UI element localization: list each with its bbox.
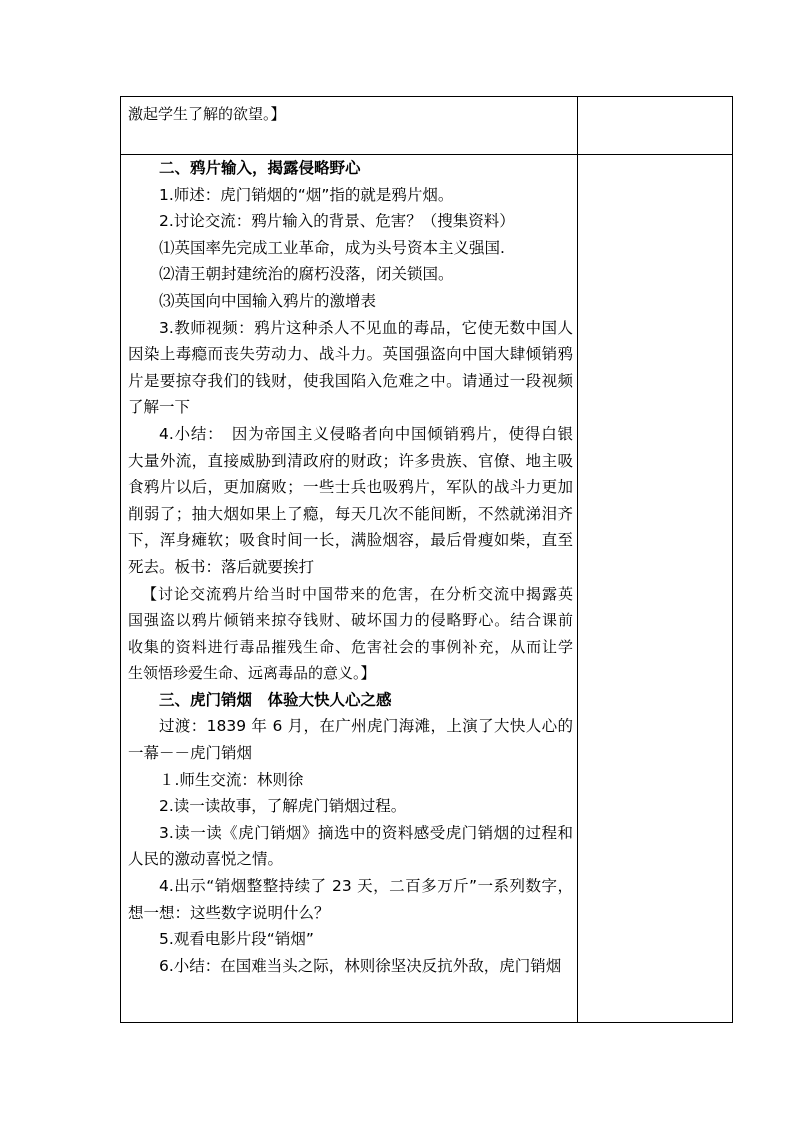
section2-item2: 2.讨论交流：鸦片输入的背景、危害？（搜集资料） [159,212,515,231]
top-content-cell [128,97,573,154]
section3-item4-line: 4.出示“销烟整整持续了 23 天，二百多万斤”一系列数字， [159,877,573,896]
section2-item3-line: 因染上毒瘾而丧失劳动力、战斗力。英国强盗向中国大肆倾销鸦 [128,345,573,364]
section2-item4-line: 4.小结： 因为帝国主义侵略者向中国倾销鸦片，使得白银 [159,424,573,443]
section2-item4-line: 死去。板书：落后就要挨打 [128,557,315,576]
top-cell-text: 激起学生了解的欲望。】 [128,105,286,123]
section3-item3-line: 人民的激动喜悦之情。 [128,850,284,869]
section2-sub1: ⑴英国率先完成工业革命，成为头号资本主义强国. [159,238,505,257]
section3-item1: １.师生交流：林则徐 [159,770,304,789]
section3-item3-line: 3.读一读《虎门销烟》摘选中的资料感受虎门销烟的过程和 [159,823,573,842]
section3-item5: 5.观看电影片段“销烟” [159,930,314,949]
section2-note-line: 生领悟珍爱生命、远离毒品的意义。】 [128,664,376,683]
section2-item4-line: 食鸦片以后，更加腐败；一些士兵也吸鸦片，军队的战斗力更加 [128,478,573,497]
section3-item6: 6.小结：在国难当头之际，林则徐坚决反抗外敌，虎门销烟 [159,956,562,975]
section2-heading: 二、鸦片输入，揭露侵略野心 [159,159,361,177]
section2-item3-line: 了解一下 [128,398,191,417]
main-content-cell [128,155,573,979]
section2-item4-line: 大量外流，直接威胁到清政府的财政；许多贵族、官僚、地主吸 [128,451,573,470]
section2-note-line: 国强盗以鸦片倾销来掠夺钱财、破坏国力的侵略野心。结合课前 [128,611,573,630]
section2-sub3: ⑶英国向中国输入鸦片的激增表 [159,291,377,310]
section2-item3-line: 3.教师视频：鸦片这种杀人不见血的毒品，它使无数中国人 [159,318,573,337]
section2-item4-line: 下，浑身瘫软；吸食时间一长，满脸烟容，最后骨瘦如柴，直至 [128,531,573,550]
section3-transition-line: 一幕－－虎门销烟 [128,744,253,763]
section2-note-line: 【讨论交流鸦片给当时中国带来的危害，在分析交流中揭露英 [142,584,573,603]
section2-note-line: 收集的资料进行毒品摧残生命、危害社会的事例补充，从而让学 [128,637,573,656]
section2-item1: 1.师述：虎门销烟的“烟”指的就是鸦片烟。 [159,185,454,204]
section2-item4-line: 削弱了；抽大烟如果上了瘾，每天几次不能间断，不然就涕泪齐 [128,504,573,523]
section3-heading: 三、虎门销烟 体验大快人心之感 [159,690,392,709]
section3-item2: 2.读一读故事，了解虎门销烟过程。 [159,797,407,816]
table-column-divider [577,97,578,1022]
section2-sub2: ⑵清王朝封建统治的腐朽没落，闭关锁国。 [159,265,454,284]
section2-item3-line: 片是要掠夺我们的钱财，使我国陷入危难之中。请通过一段视频 [128,371,573,390]
section3-item4-line: 想一想：这些数字说明什么？ [128,903,330,922]
section3-transition-line: 过渡：1839 年 6 月，在广州虎门海滩，上演了大快人心的 [159,717,573,736]
lesson-plan-table [120,96,733,1023]
